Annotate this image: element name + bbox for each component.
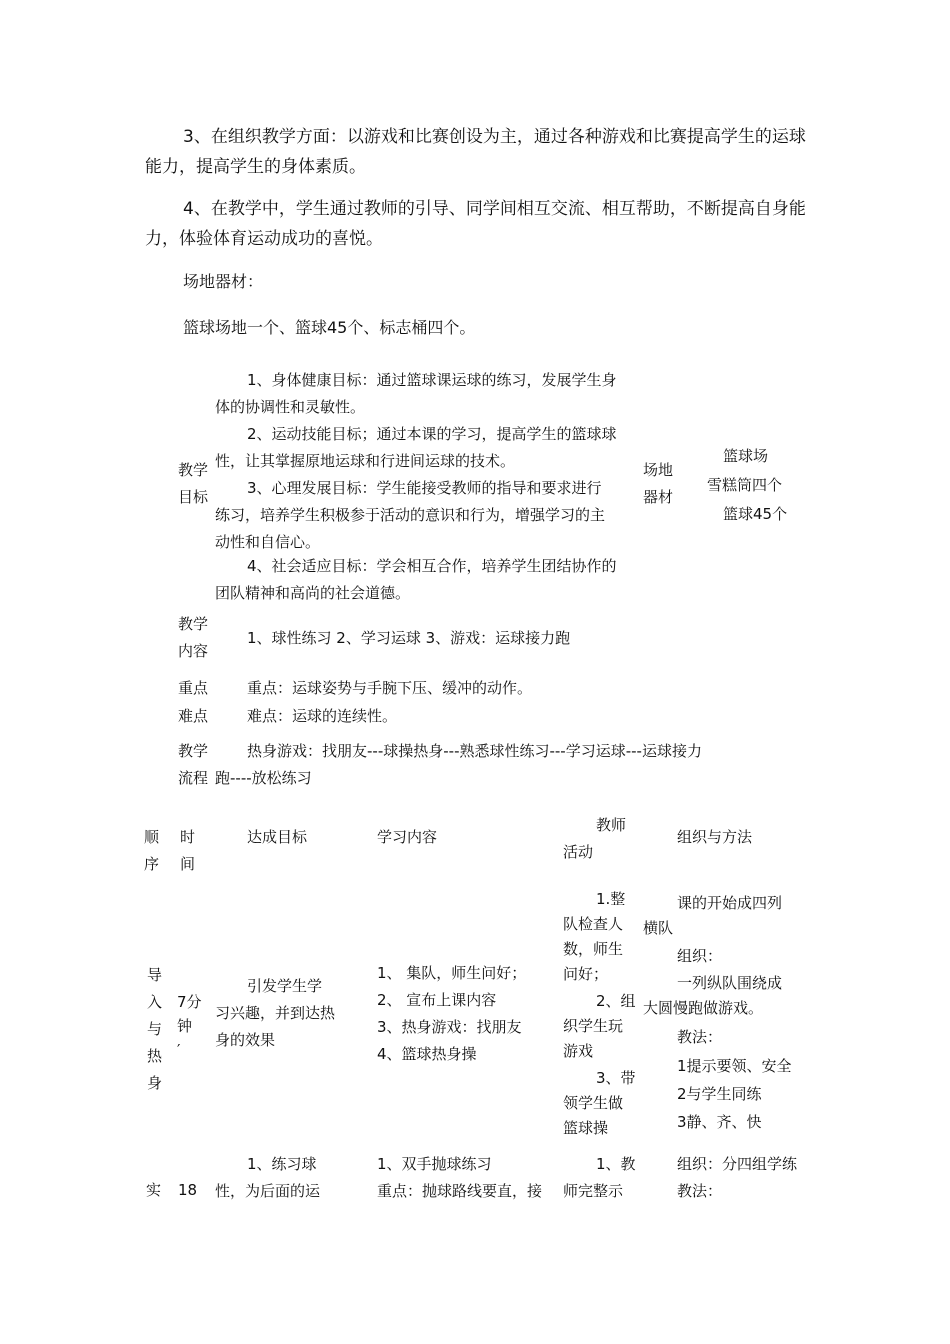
goal-3-line-3: 动性和自信心。 <box>215 533 321 551</box>
key-label: 重点 <box>178 679 209 697</box>
header-teacher-1: 教师 <box>596 816 627 834</box>
goal-3-line-1: 3、心理发展目标：学生能接受教师的指导和要求进行 <box>247 479 602 497</box>
header-content: 学习内容 <box>377 828 438 846</box>
row1-content: 1、 集队，师生问好； 2、 宣布上课内容 3、热身游戏：找朋友 4、篮球热身操 <box>377 964 527 1063</box>
row1-method-line-6: 教法： <box>677 1028 723 1046</box>
goal-4-line-2: 团队精神和高尚的社会道德。 <box>215 584 411 602</box>
goal-2-line-2: 性，让其掌握原地运球和行进间运球的技术。 <box>215 452 516 470</box>
row1-teacher-line-2: 队检查人 <box>563 915 624 933</box>
venue-item-3: 篮球45个 <box>723 505 788 523</box>
row2-method-line-2: 教法： <box>677 1182 723 1200</box>
row1-stage: 导 入 与 热 身 <box>147 966 163 1092</box>
flow-label: 教学 流程 <box>178 742 209 787</box>
goal-1-line-2: 体的协调性和灵敏性。 <box>215 398 366 416</box>
row2-goal-line-1: 1、练习球 <box>247 1155 317 1173</box>
venue-heading: 场地器材： <box>183 272 264 291</box>
row1-teacher-line-3: 数，师生 <box>563 940 624 958</box>
row2-stage: 实 <box>146 1181 162 1199</box>
venue-item-1: 篮球场 <box>723 447 769 465</box>
row1-teacher-line-8: 3、带 <box>596 1069 636 1087</box>
row1-goal-line-3: 身的效果 <box>215 1031 276 1049</box>
flow-line-2: 跑----放松练习 <box>215 769 312 787</box>
venue-text: 篮球场地一个、篮球45个、标志桶四个。 <box>183 318 476 337</box>
key-text: 重点：运球姿势与手腕下压、缓冲的动作。 <box>247 679 533 697</box>
header-teacher-2: 活动 <box>563 843 594 861</box>
row1-teacher-line-5: 2、组 <box>596 992 636 1010</box>
row1-method-line-5: 大圆慢跑做游戏。 <box>643 999 764 1017</box>
header-method: 组织与方法 <box>677 828 753 846</box>
row1-method-line-3: 组织： <box>677 947 723 965</box>
row1-method-line-7: 1提示要领、安全 <box>677 1057 792 1075</box>
content-label: 教学 内容 <box>178 615 209 660</box>
row1-teacher-line-1: 1.整 <box>596 890 626 908</box>
header-goal: 达成目标 <box>247 828 308 846</box>
difficulty-label: 难点 <box>178 707 209 725</box>
row2-method-line-1: 组织：分四组学练 <box>677 1155 798 1173</box>
row1-method-line-9: 3静、齐、快 <box>677 1113 762 1131</box>
row2-teacher-line-1: 1、教 <box>596 1155 636 1173</box>
header-time: 时 间 <box>180 828 196 873</box>
goal-1-line-1: 1、身体健康目标：通过篮球课运球的练习，发展学生身 <box>247 371 617 389</box>
flow-line-1: 热身游戏：找朋友---球操热身---熟悉球性练习---学习运球---运球接力 <box>247 742 702 760</box>
row1-teacher-line-7: 游戏 <box>563 1042 594 1060</box>
row1-time: 7分 钟 ′ <box>177 993 202 1059</box>
difficulty-text: 难点：运球的连续性。 <box>247 707 398 725</box>
header-order: 顺 序 <box>144 828 160 873</box>
content-text: 1、球性练习 2、学习运球 3、游戏：运球接力跑 <box>247 629 571 647</box>
row1-method-line-4: 一列纵队围绕成 <box>677 974 783 992</box>
row1-teacher-line-10: 篮球操 <box>563 1119 609 1137</box>
row1-goal-line-1: 引发学生学 <box>247 977 323 995</box>
row1-teacher-line-9: 领学生做 <box>563 1094 624 1112</box>
paragraph-4: 4、在教学中，学生通过教师的引导、同学间相互交流、相互帮助，不断提高自身能力，体验体育运动成功的喜悦。 <box>145 199 806 249</box>
goal-2-line-1: 2、运动技能目标；通过本课的学习，提高学生的篮球球 <box>247 425 617 443</box>
row1-method-line-2: 横队 <box>643 919 674 937</box>
row2-content-line-1: 1、双手抛球练习 <box>377 1155 492 1173</box>
goals-label: 教学 目标 <box>178 461 209 506</box>
goal-3-line-2: 练习，培养学生积极参于活动的意识和行为，增强学习的主 <box>215 506 606 524</box>
row2-goal-line-2: 性，为后面的运 <box>215 1182 321 1200</box>
row1-method-line-1: 课的开始成四列 <box>677 894 783 912</box>
paragraph-3: 3、在组织教学方面：以游戏和比赛创设为主，通过各种游戏和比赛提高学生的运球能力，提高学生的身体素质。 <box>145 127 806 177</box>
row1-teacher-line-6: 织学生玩 <box>563 1017 624 1035</box>
row2-teacher-line-2: 师完整示 <box>563 1182 624 1200</box>
row1-goal-line-2: 习兴趣，并到达热 <box>215 1004 336 1022</box>
goal-4-line-1: 4、社会适应目标：学会相互合作，培养学生团结协作的 <box>247 557 617 575</box>
row2-time: 18 <box>178 1181 198 1199</box>
row1-teacher-line-4: 问好； <box>563 965 609 983</box>
row1-method-line-8: 2与学生同练 <box>677 1085 762 1103</box>
venue-item-2: 雪糕筒四个 <box>707 476 783 494</box>
venue-label: 场地 器材 <box>643 461 674 506</box>
row2-content-line-2: 重点：抛球路线要直，接 <box>377 1182 543 1200</box>
